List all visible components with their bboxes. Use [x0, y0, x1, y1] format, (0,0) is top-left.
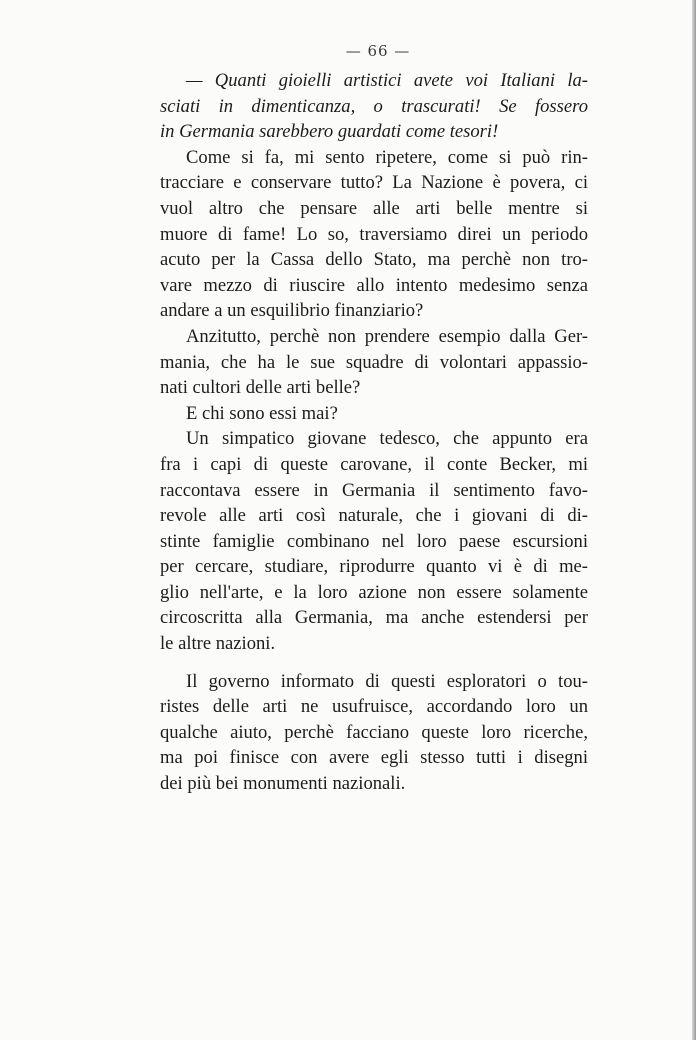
text-line: andare a un esquilibrio finanziario? — [160, 300, 424, 322]
text-line: qualche aiuto, perchè facciano queste loro ricerche, — [160, 721, 588, 743]
text-line: le altre nazioni. — [160, 633, 276, 655]
text-line: fra i capi di queste carovane, il conte Becker, mi — [160, 453, 588, 475]
text-line: circoscritta alla Germania, ma anche estendersi per — [160, 607, 588, 629]
text-line: muore di fame! Lo so, traversiamo direi un periodo — [160, 223, 588, 245]
text-line: acuto per la Cassa dello Stato, ma perchè non tro- — [160, 249, 588, 271]
text-line: Un simpatico giovane tedesco, che appunto era — [186, 428, 588, 450]
text-line: stinte famiglie combinano nel loro paese escursioni — [160, 530, 588, 552]
text-line: E chi sono essi mai? — [186, 402, 338, 424]
paragraph-4 — [160, 401, 588, 427]
body-text — [160, 68, 588, 797]
text-line: per cercare, studiare, riprodurre quanto vi è di me- — [160, 556, 588, 578]
text-line: dei più bei monumenti nazionali. — [160, 773, 406, 795]
text-line: ma poi finisce con avere egli stesso tutti i disegni — [160, 747, 588, 769]
paragraph-5 — [160, 426, 588, 656]
text-line: sciati in dimenticanza, o trascurati! Se fossero — [160, 95, 588, 117]
text-line: — Quanti gioielli artistici avete voi Italiani la- — [186, 70, 588, 91]
text-line: in Germania sarebbero guardati come tesori! — [160, 121, 499, 143]
text-line: vare mezzo di riuscire allo intento medesimo senza — [160, 274, 588, 296]
page-number: — 66 — — [345, 42, 411, 60]
text-line: revole alle arti così naturale, che i giovani di di- — [160, 505, 588, 527]
text-line: Il governo informato di questi esploratori o tou- — [186, 670, 588, 692]
text-line: ristes delle arti ne usufruisce, accordando loro un — [160, 696, 588, 718]
text-line: raccontava essere in Germania il sentimento favo- — [160, 479, 588, 501]
paragraph-3 — [160, 324, 588, 401]
text-line: Anzitutto, perchè non prendere esempio dalla Ger- — [186, 325, 588, 347]
paragraph-1 — [160, 68, 588, 145]
text-line: mania, che ha le sue squadre di volontari appassio- — [160, 351, 588, 373]
text-line: vuol altro che pensare alle arti belle mentre si — [160, 197, 588, 219]
text-line: Come si fa, mi sento ripetere, come si può rin- — [186, 146, 588, 168]
text-line: tracciare e conservare tutto? La Nazione è povera, ci — [160, 172, 588, 194]
page-edge-shadow — [692, 0, 696, 1040]
text-line: nati cultori delle arti belle? — [160, 377, 361, 399]
paragraph-gap — [160, 657, 588, 669]
text-line: glio nell'arte, e la loro azione non essere solamente — [160, 581, 588, 603]
paragraph-6 — [160, 669, 588, 797]
paragraph-2 — [160, 145, 588, 324]
